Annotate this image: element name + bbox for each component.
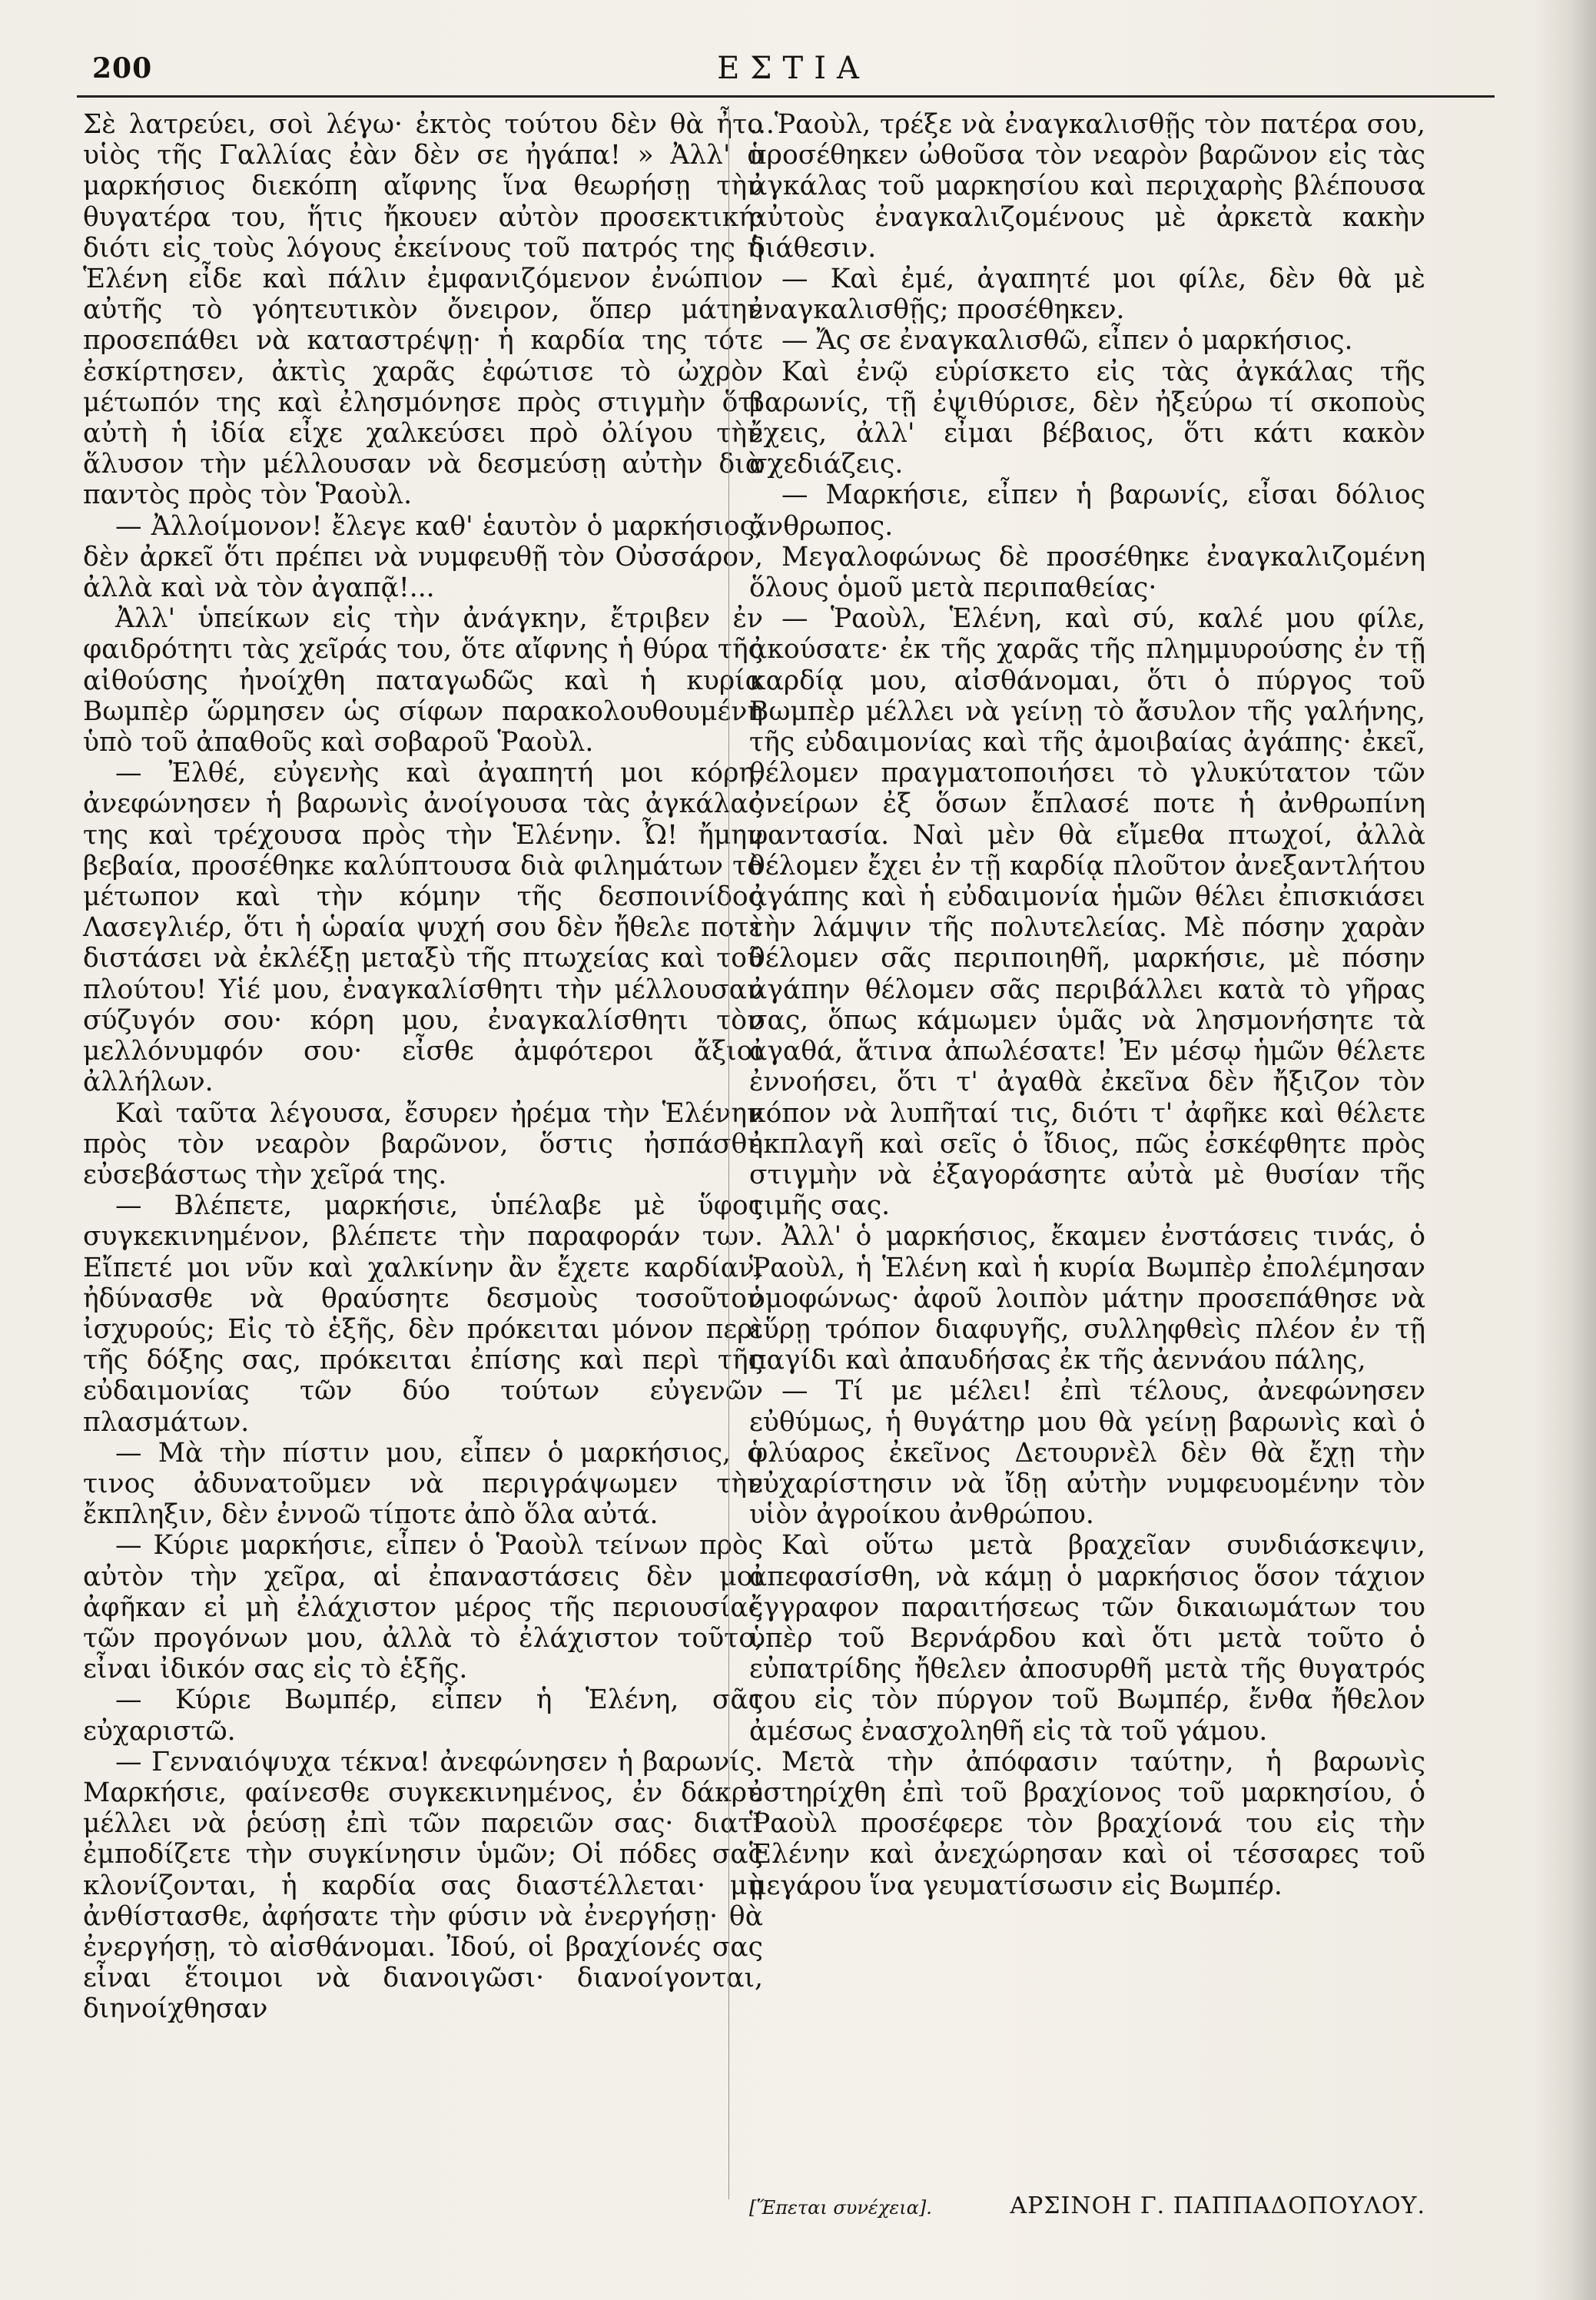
paragraph: — Ἄς σε ἐναγκαλισθῶ, εἶπεν ὁ μαρκήσιος. — [781, 325, 1353, 357]
paragraph: — Γενναιόψυχα τέκνα! ἀνεφώνησεν ἡ βαρωνίς. Μαρκήσιε, φαίνεσθε συγκεκινημένος, ἐν δάκρυ μέλλει νὰ ῥεύσῃ ἐπὶ τῶν παρειῶν σας· διατί ἐμποδίζετε τὴν συγκίνησιν ὑμῶν; Οἱ πόδες σας κλονίζονται, ἡ καρδία σας διαστέλλεται· μὴ ἀνθίστασθε, ἀφήσατε τὴν φύσιν νὰ ἐνεργήσῃ· θὰ ἐνεργήσῃ, τὸ αἰσθάνομαι. Ἰδού, οἱ βραχίονές σας εἶναι ἕτοιμοι νὰ διανοιγῶσι· διανοίγονται, διηνοίχθησαν — [83, 1746, 763, 2025]
article-footer — [749, 2192, 1425, 2226]
paragraph: — Κύριε Βωμπέρ, εἶπεν ἡ Ἑλένη, σᾶς εὐχαριστῶ. — [83, 1684, 763, 1747]
paragraph: Καὶ ἐνῷ εὑρίσκετο εἰς τὰς ἀγκάλας τῆς βαρωνίς, τῇ ἐψιθύρισε, δὲν ἠξεύρω τί σκοποὺς ἔχεις, ἀλλ' εἶμαι βέβαιος, ὅτι κάτι κακὸν σχεδιάζεις. — [749, 356, 1425, 480]
paragraph: — Τί με μέλει! ἐπὶ τέλους, ἀνεφώνησεν εὐθύμως, ἡ θυγάτηρ μου θὰ γείνῃ βαρωνὶς καὶ ὁ φλύαρος ἐκεῖνος Δετουρνὲλ δὲν θὰ ἔχῃ τὴν εὐχαρίστησιν νὰ ἴδῃ αὐτὴν νυμφευομένην τὸν υἱὸν ἀγροίκου ἀνθρώπου. — [749, 1376, 1425, 1531]
paragraph: Μετὰ τὴν ἀπόφασιν ταύτην, ἡ βαρωνὶς ἐστηρίχθη ἐπὶ τοῦ βραχίονος τοῦ μαρκησίου, ὁ Ῥαοὺλ προσέφερε τὸν βραχίονά του εἰς τὴν Ἑλένην καὶ ἀνεχώρησαν καὶ οἱ τέσσαρες τοῦ μεγάρου ἵνα γευματίσωσιν εἰς Βωμπέρ. — [749, 1746, 1425, 1901]
paragraph: Μεγαλοφώνως δὲ προσέθηκε ἐναγκαλιζομένη ὅλους ὁμοῦ μετὰ περιπαθείας· — [749, 541, 1425, 604]
paragraph: Ἀλλ' ὁ μαρκήσιος, ἔκαμεν ἐνστάσεις τινάς, ὁ Ῥαοὺλ, ἡ Ἑλένη καὶ ἡ κυρία Βωμπὲρ ἐπολέμησαν ὁμοφώνως· ἀφοῦ λοιπὸν μάτην προσεπάθησε νὰ εὕρῃ τρόπον διαφυγῆς, συλληφθεὶς πλέον ἐν τῇ παγίδι καὶ ἀπαυδήσας ἐκ τῆς ἀεννάου πάλης, — [749, 1221, 1425, 1376]
paragraph: Σὲ λατρεύει, σοὶ λέγω· ἐκτὸς τούτου δὲν θὰ ἦτο υἱὸς τῆς Γαλλίας ἐὰν δὲν σε ἠγάπα! » Ἀλλ' ὁ μαρκήσιος διεκόπη αἴφνης ἵνα θεωρήσῃ τὴν θυγατέρα του, ἥτις ἤκουεν αὐτὸν προσεκτική· διότι εἰς τοὺς λόγους ἐκείνους τοῦ πατρός της ἡ Ἑλένη εἶδε καὶ πάλιν ἐμφανιζόμενον ἐνώπιον αὐτῆς τὸ γόητευτικὸν ὄνειρον, ὅπερ μάτην προσεπάθει νὰ καταστρέψῃ· ἡ καρδία της τότε ἐσκίρτησεν, ἀκτὶς χαρᾶς ἐφώτισε τὸ ὠχρὸν μέτωπόν της καὶ ἐλησμόνησε πρὸς στιγμὴν ὅτι αὐτὴ ἡ ἰδία εἶχε χαλκεύσει πρὸ ὀλίγου τὴν ἅλυσον τὴν μέλλουσαν νὰ δεσμεύσῃ αὐτὴν διὰ παντὸς πρὸς τὸν Ῥαοὺλ. — [83, 109, 763, 511]
author-signature: ΑΡΣΙΝΟΗ Γ. ΠΑΠΠΑΔΟΠΟΥΛΟΥ. — [1010, 2192, 1425, 2219]
column-divider — [728, 109, 729, 2199]
paragraph: Καὶ οὕτω μετὰ βραχεῖαν συνδιάσκεψιν, ἀπεφασίσθη, νὰ κάμῃ ὁ μαρκήσιος ὅσον τάχιον ἔγγραφον παραιτήσεως τῶν δικαιωμάτων του ὑπὲρ τοῦ Βερνάρδου καὶ ὅτι μετὰ τοῦτο ὁ εὐπατρίδης ἤθελεν ἀποσυρθῆ μετὰ τῆς θυγατρός του εἰς τὸν πύργον τοῦ Βωμπέρ, ἔνθα ἤθελον ἀμέσως ἐνασχοληθῆ εἰς τὰ τοῦ γάμου. — [749, 1530, 1425, 1747]
paragraph: ...Ῥαοὺλ, τρέξε νὰ ἐναγκαλισθῇς τὸν πατέρα σου, προσέθηκεν ὠθοῦσα τὸν νεαρὸν βαρῶνον εἰς τὰς ἀγκάλας τοῦ μαρκησίου καὶ περιχαρὴς βλέπουσα αὐτοὺς ἐναγκαλιζομένους μὲ ἀρκετὰ κακὴν διάθεσιν. — [749, 109, 1425, 264]
left-column — [83, 109, 763, 2025]
paragraph: — Ἀλλοίμονον! ἔλεγε καθ' ἑαυτὸν ὁ μαρκήσιος, δὲν ἀρκεῖ ὅτι πρέπει νὰ νυμφευθῇ τὸν Οὐσσάρον, ἀλλὰ καὶ νὰ τὸν ἀγαπᾷ!... — [83, 510, 763, 604]
paragraph: — Βλέπετε, μαρκήσιε, ὑπέλαβε μὲ ὕφος συγκεκινημένον, βλέπετε τὴν παραφοράν των. Εἴπετέ μοι νῦν καὶ χαλκίνην ἂν ἔχετε καρδίαν, ἠδύνασθε νὰ θραύσητε δεσμοὺς τοσοῦτον ἰσχυρούς; Εἰς τὸ ἑξῆς, δὲν πρόκειται μόνον περὶ τῆς δόξης σας, πρόκειται ἐπίσης καὶ περὶ τῆς εὐδαιμονίας τῶν δύο τούτων εὐγενῶν πλασμάτων. — [83, 1190, 763, 1438]
right-column — [749, 109, 1425, 1901]
paragraph: — Ῥαοὺλ, Ἑλένη, καὶ σύ, καλέ μου φίλε, ἀκούσατε· ἐκ τῆς χαρᾶς τῆς πλημμυρούσης ἐν τῇ καρδίᾳ μου, αἰσθάνομαι, ὅτι ὁ πύργος τοῦ Βωμπὲρ μέλλει νὰ γείνῃ τὸ ἄσυλον τῆς γαλήνης, τῆς εὐδαιμονίας καὶ τῆς ἀμοιβαίας ἀγάπης· ἐκεῖ, θέλομεν πραγματοποιήσει τὸ γλυκύτατον τῶν ὀνείρων ἐξ ὅσων ἔπλασέ ποτε ἡ ἀνθρωπίνη φαντασία. Ναὶ μὲν θὰ εἴμεθα πτωχοί, ἀλλὰ θέλομεν ἔχει ἐν τῇ καρδίᾳ πλοῦτον ἀνεξαντλήτου ἀγάπης καὶ ἡ εὐδαιμονία ἡμῶν θέλει ἐπισκιάσει τὴν λάμψιν τῆς πολυτελείας. Μὲ πόσην χαρὰν θέλομεν σᾶς περιποιηθῆ, μαρκήσιε, μὲ πόσην ἀγάπην θέλομεν σᾶς περιβάλλει κατὰ τὸ γῆρας σας, ὅπως κάμωμεν ὑμᾶς νὰ λησμονήσητε τὰ ἀγαθά, ἅτινα ἀπωλέσατε! Ἐν μέσῳ ἡμῶν θέλετε ἐννοήσει, ὅτι τ' ἀγαθὰ ἐκεῖνα δὲν ἤξιζον τὸν κόπον νὰ λυπῆταί τις, διότι τ' ἀφῆκε καὶ θέλετε ἐκπλαγῆ καὶ σεῖς ὁ ἴδιος, πῶς ἐσκέφθητε πρὸς στιγμὴν νὰ ἐξαγοράσητε αὐτὰ μὲ θυσίαν τῆς τιμῆς σας. — [749, 603, 1425, 1222]
paragraph: Καὶ ταῦτα λέγουσα, ἔσυρεν ἠρέμα τὴν Ἑλένην πρὸς τὸν νεαρὸν βαρῶνον, ὅστις ἠσπάσθη εὐσεβάστως τὴν χεῖρά της. — [83, 1097, 763, 1190]
page-edge-shadow — [1535, 0, 1596, 2300]
paragraph: — Μαρκήσιε, εἶπεν ἡ βαρωνίς, εἶσαι δόλιος ἄνθρωπος. — [749, 480, 1425, 542]
paragraph: — Καὶ ἐμέ, ἀγαπητέ μοι φίλε, δὲν θὰ μὲ ἐναγκαλισθῇς; προσέθηκεν. — [749, 264, 1425, 326]
paragraph: — Μὰ τὴν πίστιν μου, εἶπεν ὁ μαρκήσιος, ὁ τινος ἀδυνατοῦμεν νὰ περιγράψωμεν τὴν ἔκπληξιν, δὲν ἐννοῶ τίποτε ἀπὸ ὅλα αὐτά. — [83, 1437, 763, 1531]
page-header — [77, 48, 1510, 94]
header-rule — [77, 95, 1495, 98]
running-head: ΕΣΤΙΑ — [717, 51, 870, 86]
paragraph: — Ἐλθέ, εὐγενὴς καὶ ἀγαπητή μοι κόρη, ἀνεφώνησεν ἡ βαρωνὶς ἀνοίγουσα τὰς ἀγκάλας της καὶ τρέχουσα πρὸς τὴν Ἑλένην. Ὦ! ἤμην βεβαία, προσέθηκε καλύπτουσα διὰ φιλημάτων τὸ μέτωπον καὶ τὴν κόμην τῆς δεσποινίδος Λασεγλιέρ, ὅτι ἡ ὡραία ψυχή σου δὲν ἤθελε ποτὲ διστάσει νὰ ἐκλέξῃ μεταξὺ τῆς πτωχείας καὶ τοῦ πλούτου! Υἱέ μου, ἐναγκαλίσθητι τὴν μέλλουσαν σύζυγόν σου· κόρη μου, ἐναγκαλίσθητι τὸν μελλόνυμφόν σου· εἶσθε ἀμφότεροι ἄξιοι ἀλλήλων. — [83, 758, 763, 1098]
paragraph: Ἀλλ' ὑπείκων εἰς τὴν ἀνάγκην, ἔτριβεν ἐν φαιδρότητι τὰς χεῖράς του, ὅτε αἴφνης ἡ θύρα τῆς αἰθούσης ἠνοίχθη παταγωδῶς καὶ ἡ κυρία Βωμπὲρ ὥρμησεν ὡς σίφων παρακολουθουμένη ὑπὸ τοῦ ἀπαθοῦς καὶ σοβαροῦ Ῥαοὺλ. — [83, 603, 763, 758]
paragraph: — Κύριε μαρκήσιε, εἶπεν ὁ Ῥαοὺλ τείνων πρὸς αὐτὸν τὴν χεῖρα, αἱ ἐπαναστάσεις δὲν μοι ἀφῆκαν εἰ μὴ ἐλάχιστον μέρος τῆς περιουσίας τῶν προγόνων μου, ἀλλὰ τὸ ἐλάχιστον τοῦτο, εἶναι ἰδικόν σας εἰς τὸ ἑξῆς. — [83, 1530, 763, 1685]
page-number: 200 — [92, 52, 153, 85]
continuation-note: [Ἕπεται συνέχεια]. — [749, 2197, 932, 2219]
